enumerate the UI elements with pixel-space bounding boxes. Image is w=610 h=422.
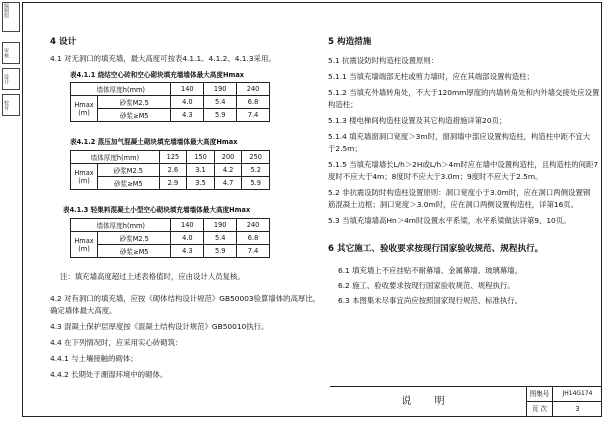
section-5-line: 5.1.1 当填充墙端部无柱或剪力墙时，应在其端部设置构造柱； [328, 72, 534, 81]
table-cell: 5.2 [242, 164, 270, 177]
paragraph-4-1: 4.1 对无洞口的填充墙，最大高度可按表4.1.1、4.1.2、4.1.3采用。 [50, 54, 276, 63]
table-cell: 砂浆M2.5 [98, 232, 171, 245]
section-5-line: 筋混凝土边框；洞口宽度＞3.0m时，应在洞口两侧设置构造柱，详第16页。 [328, 200, 579, 209]
table-row-label: Hmax (m) [71, 164, 98, 190]
table-cell: 5.9 [204, 109, 237, 122]
table-cell: 砂浆≥M5 [98, 109, 171, 122]
paragraph-4-4: 4.4 在下列情况时，应采用实心砖砌筑： [50, 338, 183, 347]
table-cell: 4.0 [171, 96, 204, 109]
sidebar-signature-strip [0, 2, 22, 122]
atlas-number-label: 图集号 [527, 387, 553, 402]
table-cell: 砂浆M2.5 [98, 164, 160, 177]
table-cell: 190 [204, 83, 237, 96]
table-cell: 2.9 [159, 177, 187, 190]
section-5-line: 度时不应大于4m；8度时不应大于3.0m；9度时不应大于2.5m。 [328, 172, 543, 181]
table-4-1-1-caption: 表4.1.1 烧结空心砖和空心砌块填充墙墙体最大高度Hmax [70, 71, 245, 79]
section-4-title: 4 设计 [50, 37, 77, 47]
table-cell: 砂浆≥M5 [98, 177, 160, 190]
atlas-number-value: JH14G174 [553, 387, 602, 402]
paragraph-4-4-1: 4.4.1 与土壤接触的砌体； [50, 354, 138, 363]
sidebar-cell [2, 2, 20, 32]
section-5-line: 5.1.2 当填充外墙转角处，不大于120mm厚度的内墙转角处和内外墙交接处应设置 [328, 88, 600, 97]
section-5-line: 5.3 当填充墙墙高Hn＞4m时设置水平系梁，水平系梁做法详第9、10页。 [328, 216, 571, 225]
table-4-1-2 [70, 150, 270, 190]
section-5-line: 于2.5m； [328, 144, 362, 153]
sidebar-cell [2, 94, 20, 116]
sidebar-cell [2, 68, 20, 90]
section-6-title: 6 其它施工、验收要求按现行国家验收规范、规程执行。 [328, 244, 544, 254]
sidebar-label: 设计 [3, 74, 9, 84]
page-number-label: 页 次 [527, 402, 553, 417]
paragraph-6-1: 6.1 填充墙上不应挂贴不耐幕墙、金属幕墙、玻璃幕墙。 [338, 266, 523, 275]
table-4-1-3-caption: 表4.1.3 轻集料混凝土小型空心砌块填充墙墙体最大高度Hmax [63, 206, 251, 214]
table-cell: 6.8 [237, 232, 270, 245]
paragraph-6-3: 6.3 本图集未尽事宜尚应按照国家现行规范、标准执行。 [338, 296, 523, 305]
section-5-line: 5.1 抗震设防时构造柱设置原则： [328, 56, 439, 65]
section-5-line: 5.2 非抗震设防时构造柱设置原则：洞口宽度小于3.0m时，应在洞口两侧设置钢 [328, 188, 591, 197]
table-header-label: 墙体厚度h(mm) [71, 219, 171, 232]
table-cell: 200 [214, 151, 242, 164]
table-cell: 4.3 [171, 245, 204, 258]
sidebar-cell [2, 42, 20, 64]
table-cell: 5.4 [204, 232, 237, 245]
section-5-line: 5.1.4 填充墙窗洞口宽度＞3m时，窗洞墙中部应设置构造柱，构造柱中距不宜大 [328, 132, 591, 141]
table-cell: 125 [159, 151, 187, 164]
paragraph-4-4-2: 4.4.2 长期处于潮湿环境中的砌体。 [50, 370, 168, 379]
table-cell: 3.1 [187, 164, 215, 177]
table-cell: 5.9 [204, 245, 237, 258]
table-cell: 4.2 [214, 164, 242, 177]
table-cell: 7.4 [237, 245, 270, 258]
table-cell: 140 [171, 219, 204, 232]
table-cell: 2.6 [159, 164, 187, 177]
table-cell: 5.9 [242, 177, 270, 190]
section-5-line: 5.1.3 楼电梯间构造柱设置及其它构造措施详第20页； [328, 116, 507, 125]
table-note: 注：填充墙高度超过上述表格值时，应由设计人员复核。 [60, 272, 245, 281]
table-cell: 7.4 [237, 109, 270, 122]
sidebar-label: 校对 [3, 100, 9, 110]
sheet-title: 说 明 [330, 387, 527, 417]
table-cell: 3.5 [187, 177, 215, 190]
table-cell: 6.8 [237, 96, 270, 109]
sidebar-label: 编制组 [3, 3, 9, 18]
table-cell: 5.4 [204, 96, 237, 109]
table-header-label: 墙体厚度h(mm) [71, 151, 160, 164]
section-5-title: 5 构造措施 [328, 37, 372, 47]
table-4-1-2-caption: 表4.1.2 蒸压加气混凝土砌块填充墙墙体最大高度Hmax [70, 138, 238, 146]
section-5-line: 构造柱； [328, 100, 358, 109]
table-row-label: Hmax (m) [71, 232, 98, 258]
section-5-line: 5.1.5 当填充墙墙长L/h＞2H或L/h＞4m时应在墙中设置构造柱，且构造柱的间距7 [328, 160, 599, 169]
table-cell: 250 [242, 151, 270, 164]
table-4-1-3 [70, 218, 270, 258]
paragraph-4-2: 4.2 对有洞口的填充墙，应按《砌体结构设计规范》GB50003验算墙体的高厚比， [50, 294, 321, 303]
table-cell: 4.0 [171, 232, 204, 245]
table-4-1-1 [70, 82, 270, 122]
table-cell: 240 [237, 83, 270, 96]
table-cell: 4.3 [171, 109, 204, 122]
table-cell: 150 [187, 151, 215, 164]
paragraph-6-2: 6.2 施工、验收要求按现行国家验收规范、规程执行。 [338, 281, 515, 290]
table-cell: 240 [237, 219, 270, 232]
table-header-label: 墙体厚度h(mm) [71, 83, 171, 96]
paragraph-4-3: 4.3 混凝土保护层厚度按《混凝土结构设计规范》GB50010执行。 [50, 322, 269, 331]
table-row-label: Hmax (m) [71, 96, 98, 122]
title-block [330, 386, 602, 417]
paragraph-4-2-cont: 确定墙体最大高度。 [50, 306, 117, 315]
table-cell: 140 [171, 83, 204, 96]
table-cell: 190 [204, 219, 237, 232]
table-cell: 4.7 [214, 177, 242, 190]
table-cell: 砂浆≥M5 [98, 245, 171, 258]
table-cell: 砂浆M2.5 [98, 96, 171, 109]
sidebar-label: 审核 [3, 48, 9, 58]
page-number-value: 3 [575, 405, 580, 413]
